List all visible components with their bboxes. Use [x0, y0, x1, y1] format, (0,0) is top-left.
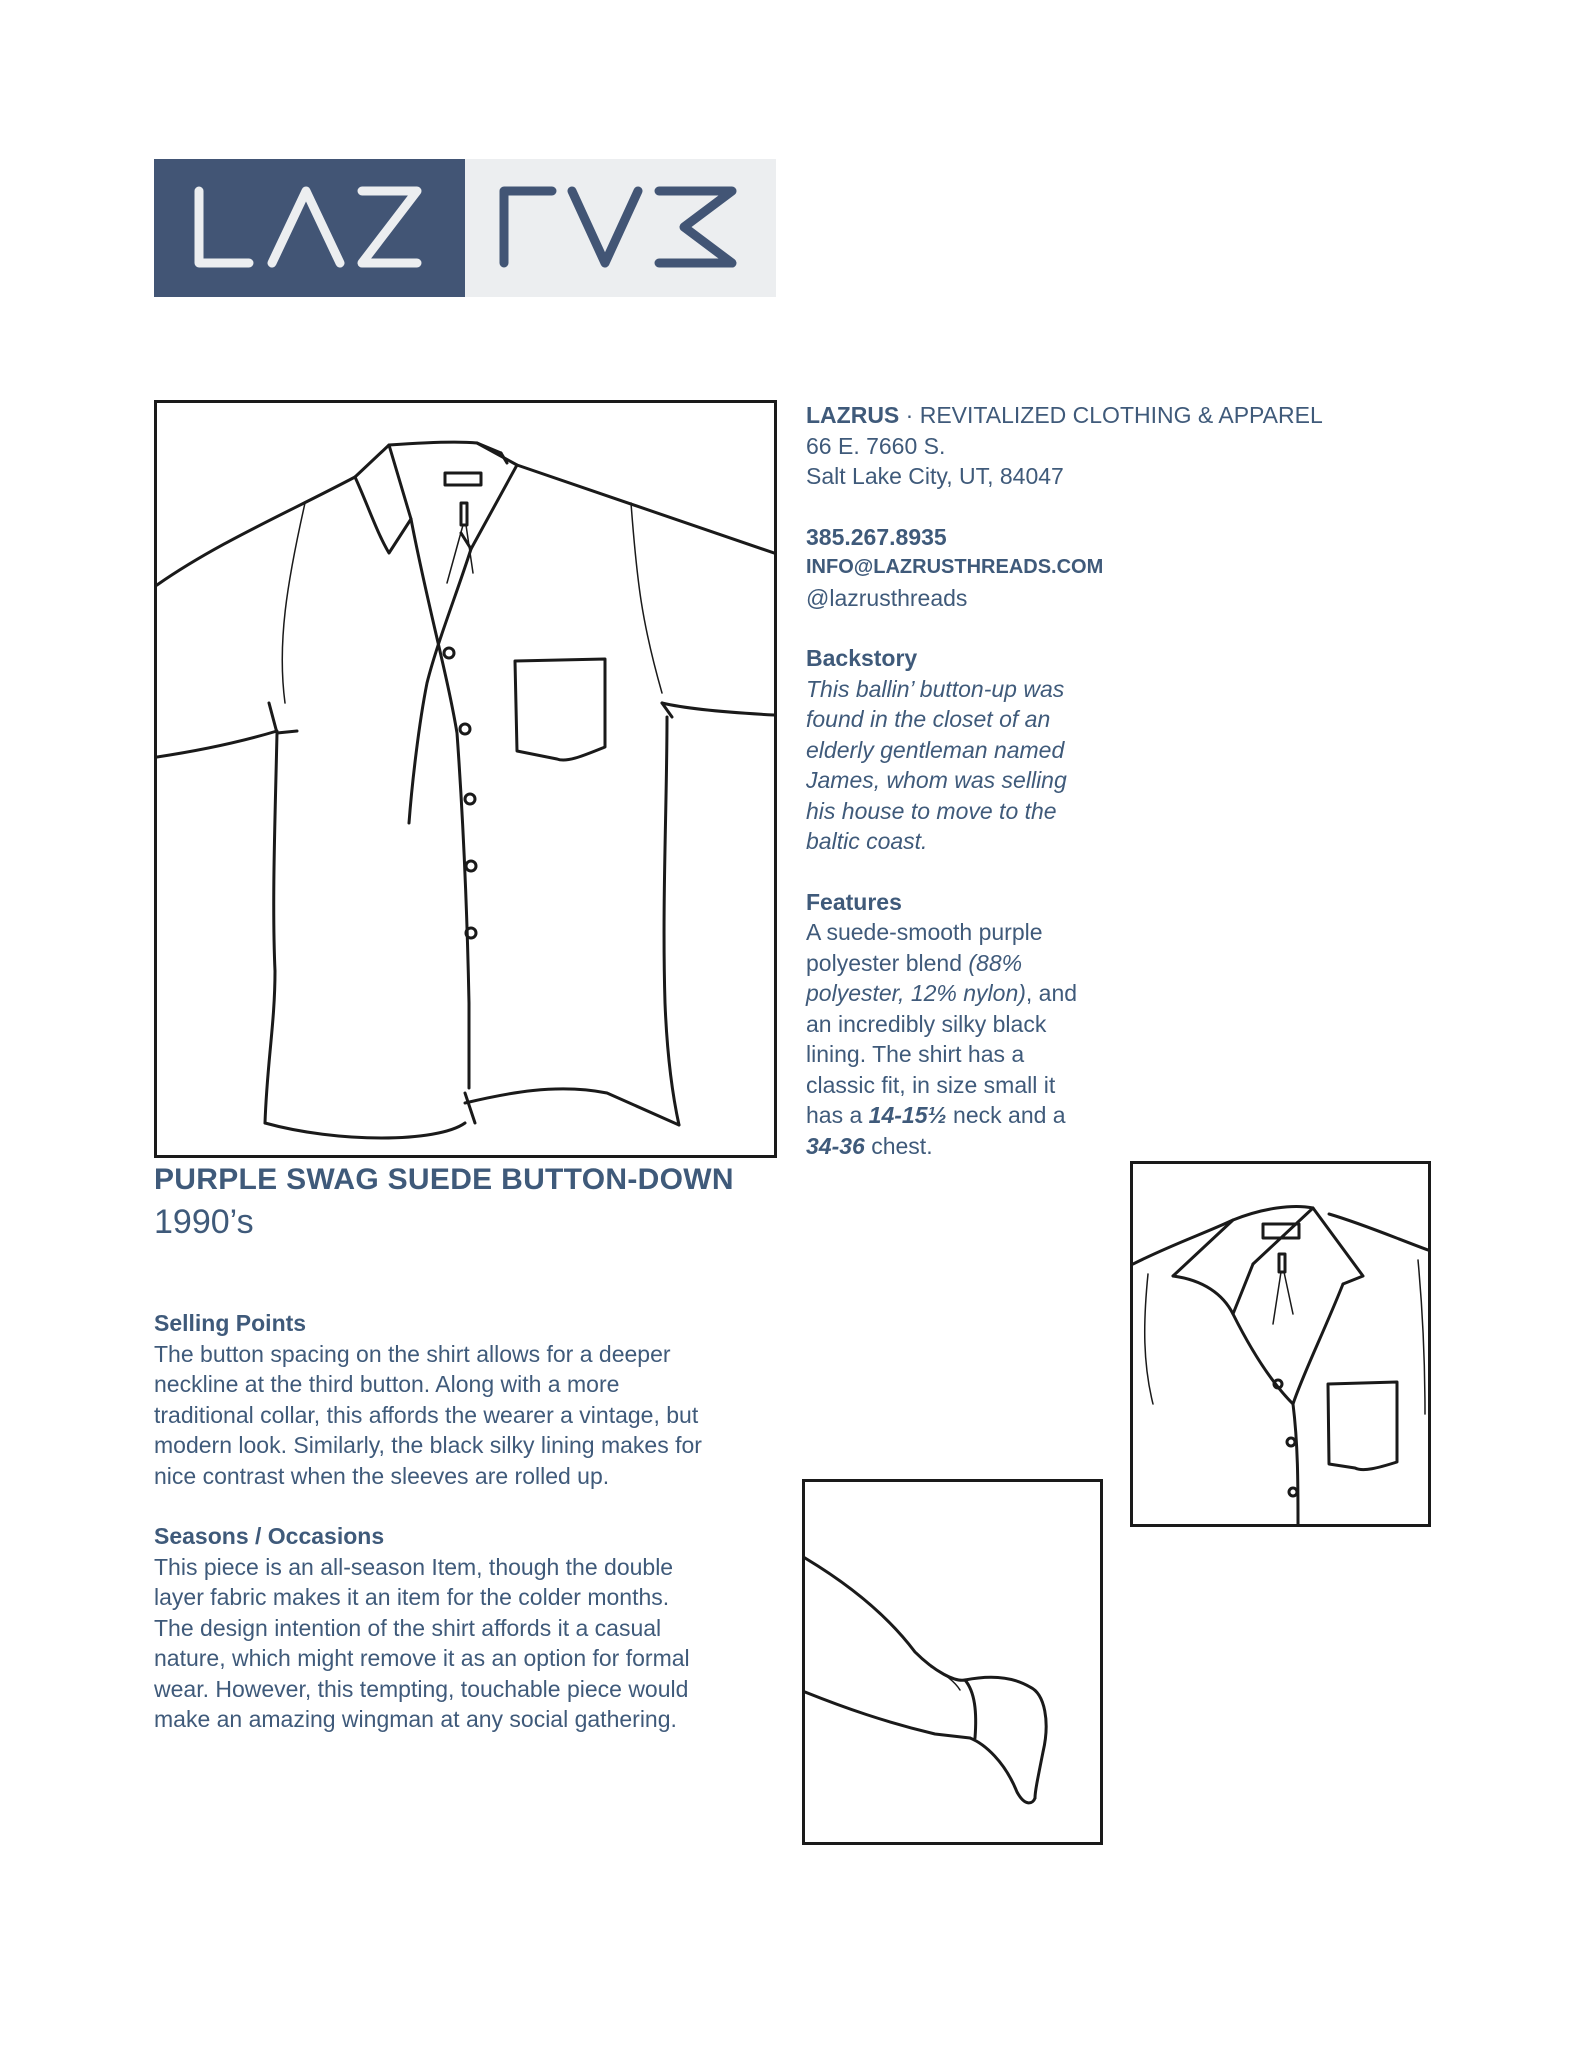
- address-line-1: 66 E. 7660 S.: [806, 432, 946, 459]
- collar-drawing: [1133, 1164, 1428, 1524]
- shirt-front-illustration: [154, 400, 777, 1158]
- company-tagline: · REVITALIZED CLOTHING & APPAREL: [899, 402, 1323, 428]
- selling-points-line: modern look. Similarly, the black silky lining makes for: [154, 1432, 702, 1458]
- address-line-2: Salt Lake City, UT, 84047: [806, 463, 1064, 489]
- features-line: lining. The shirt has a: [806, 1041, 1025, 1067]
- features-line: A suede-smooth purple: [806, 919, 1043, 945]
- logo-wordmark: [154, 159, 776, 297]
- backstory-line: baltic coast.: [806, 828, 928, 854]
- product-title: PURPLE SWAG SUEDE BUTTON-DOWN: [154, 1163, 734, 1196]
- email-link[interactable]: INFO@LAZRUSTHREADS.COM: [806, 556, 1104, 578]
- seasons-line: layer fabric makes it an item for the colder months.: [154, 1584, 670, 1610]
- features-line: has a 14-15½ neck and a: [806, 1102, 1066, 1128]
- seasons-heading: Seasons / Occasions: [154, 1523, 385, 1549]
- selling-points-line: neckline at the third button. Along with a more: [154, 1371, 620, 1397]
- company-line: [806, 400, 1346, 431]
- backstory-line: This ballin’ button-up was: [806, 675, 1065, 702]
- seasons-line: The design intention of the shirt affords it a casual: [154, 1614, 662, 1641]
- selling-points-line: nice contrast when the sleeves are rolled up.: [154, 1462, 610, 1489]
- phone-number[interactable]: 385.267.8935: [806, 523, 947, 550]
- features-line: polyester blend (88%: [806, 949, 1023, 976]
- features-line: 34-36 chest.: [806, 1132, 933, 1159]
- cuff-drawing: [805, 1482, 1100, 1842]
- backstory-line: elderly gentleman named: [806, 736, 1065, 763]
- product-era: 1990’s: [154, 1203, 254, 1241]
- selling-points-line: The button spacing on the shirt allows for a deeper: [154, 1340, 671, 1367]
- features-line: polyester, 12% nylon), and: [806, 980, 1078, 1006]
- selling-points-heading: Selling Points: [154, 1310, 307, 1336]
- features-line: classic fit, in size small it: [806, 1071, 1056, 1098]
- features-heading: Features: [806, 888, 902, 915]
- seasons-line: nature, which might remove it as an option for formal: [154, 1645, 690, 1671]
- seasons-line: wear. However, this tempting, touchable piece would: [154, 1675, 689, 1702]
- backstory-heading: Backstory: [806, 645, 918, 671]
- seasons-line: make an amazing wingman at any social gathering.: [154, 1706, 677, 1732]
- selling-points-line: traditional collar, this affords the wearer a vintage, but: [154, 1401, 699, 1428]
- cuff-detail-illustration: [802, 1479, 1103, 1845]
- collar-detail-illustration: [1130, 1161, 1431, 1527]
- description-column: [154, 1308, 774, 1735]
- company-name: LAZRUS: [806, 402, 900, 428]
- brand-logo: [154, 159, 776, 297]
- backstory-line: James, whom was selling: [806, 767, 1067, 793]
- details-column: [806, 400, 1346, 1161]
- shirt-drawing: [157, 403, 774, 1155]
- features-line: an incredibly silky black: [806, 1010, 1047, 1037]
- seasons-line: This piece is an all-season Item, though the double: [154, 1553, 674, 1580]
- backstory-line: found in the closet of an: [806, 706, 1051, 732]
- social-handle[interactable]: @lazrusthreads: [806, 584, 968, 611]
- backstory-line: his house to move to the: [806, 797, 1057, 824]
